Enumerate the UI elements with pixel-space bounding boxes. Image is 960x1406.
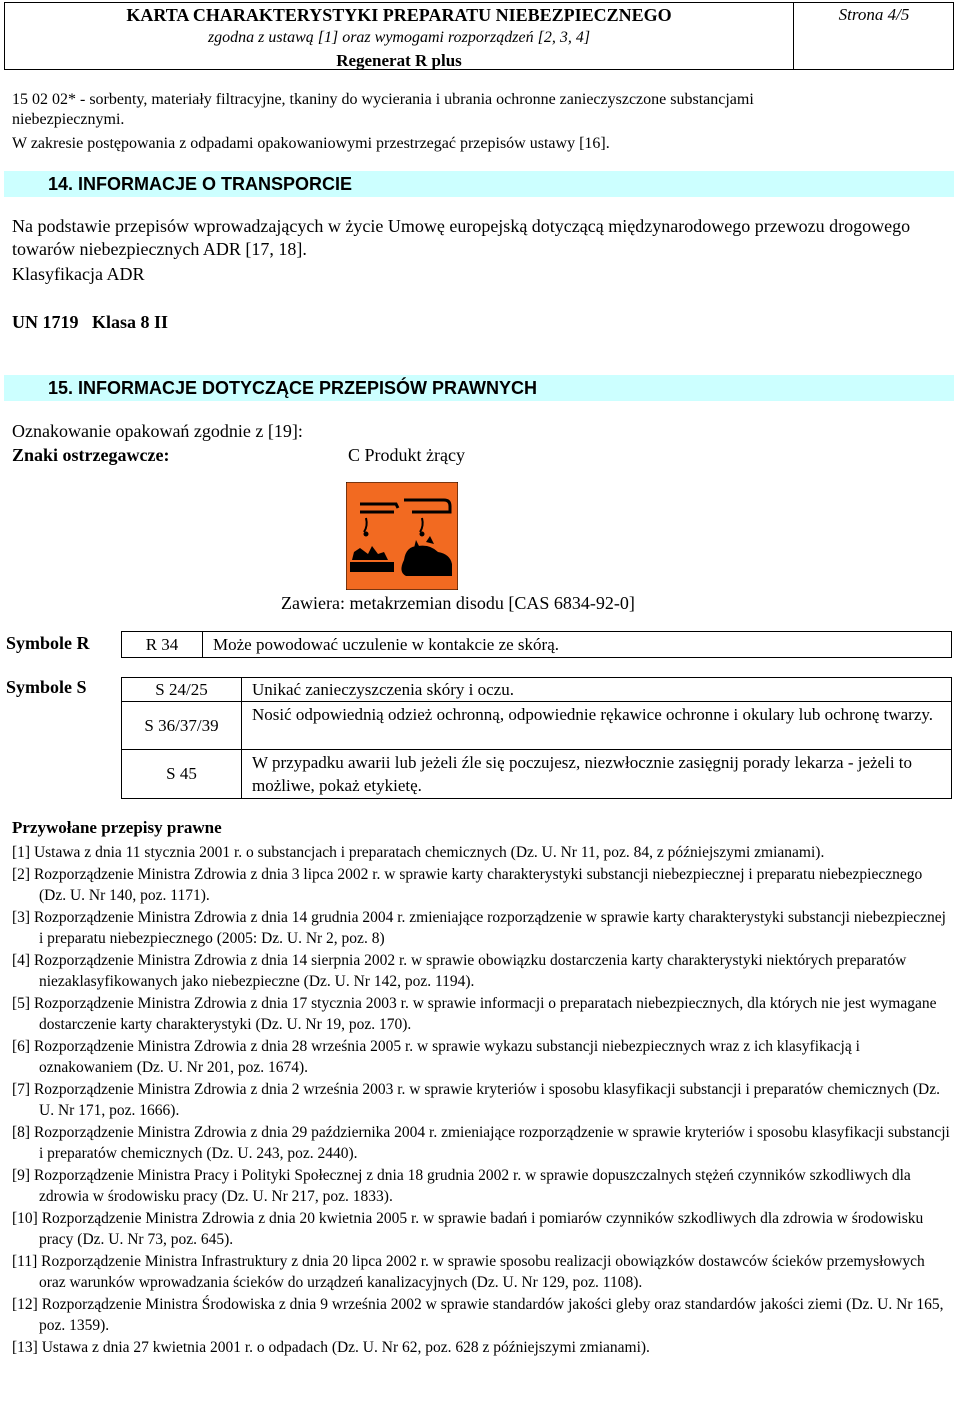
section-14-paragraph: Na podstawie przepisów wprowadzających w życie Umowę europejską dotyczącą międzynarodowego przewozu drogowego towarów niebezpiecznych ADR [17, 18]. (12, 216, 911, 259)
s-phrase-text: Nosić odpowiednią odzież ochronną, odpowiednie rękawice ochronne i okulary lub ochronę twarzy. (241, 701, 952, 750)
reference-item: [11] Rozporządzenie Ministra Infrastruktury z dnia 20 lipca 2002 r. w sprawie sposobu realizacji obowiązków dostawców ścieków przemysłowych oraz warunków wprowadzania ścieków do urządzeń kanalizacyjnych (Dz. U. Nr 129, poz. 1108). (12, 1252, 925, 1291)
document-subtitle: zgodna z ustawą [1] oraz wymogami rozporządzeń [2, 3, 4] (207, 29, 591, 46)
references-list (12, 842, 952, 1358)
contains-text: Zawiera: metakrzemian disodu [CAS 6834-92-0] (281, 593, 635, 613)
waste-line-1: 15 02 02* - sorbenty, materiały filtracyjne, tkaniny do wycierania i ubrania ochronne zanieczyszczone substancjami (12, 91, 754, 108)
references-title: Przywołane przepisy prawne (12, 818, 222, 837)
warning-signs-label: Znaki ostrzegawcze: (12, 445, 170, 465)
s-phrase-code: S 24/25 (121, 677, 242, 702)
reference-item: [5] Rozporządzenie Ministra Zdrowia z dnia 17 stycznia 2003 r. w sprawie informacji o preparatach niebezpiecznych, dla których nie jest wymagane dostarczenie karty charakterystyki (Dz. U. Nr 19, poz. 170). (12, 994, 937, 1033)
product-name: Regenerat R plus (336, 51, 462, 70)
corrosive-hazard-icon (346, 482, 458, 590)
document-title: KARTA CHARAKTERYSTYKI PREPARATU NIEBEZPIECZNEGO (126, 5, 672, 25)
s-phrase-code: S 45 (121, 749, 242, 799)
adr-label: Klasyfikacja ADR (12, 264, 145, 284)
reference-item: [6] Rozporządzenie Ministra Zdrowia z dnia 28 września 2005 r. w sprawie wykazu substancji niebezpiecznych wraz z ich klasyfikacją i oznakowaniem (Dz. U. Nr 201, poz. 1674). (12, 1037, 860, 1076)
s-phrase-code: S 36/37/39 (121, 701, 242, 750)
reference-item: [3] Rozporządzenie Ministra Zdrowia z dnia 14 grudnia 2004 r. zmieniające rozporządzenie w sprawie karty charakterystyki substancji niebezpiecznej i preparatu niebezpiecznego (2005: Dz. U. Nr 2, poz. 8) (12, 908, 946, 947)
s-symbols-label: Symbole S (6, 677, 87, 697)
reference-item: [12] Rozporządzenie Ministra Środowiska z dnia 9 września 2002 w sprawie standardów jakości gleby oraz standardów jakości ziemi (Dz. U. Nr 165, poz. 1359). (12, 1295, 944, 1334)
warning-signs-value: C Produkt żrący (348, 445, 465, 465)
page-number: Strona 4/5 (838, 5, 910, 24)
reference-item: [4] Rozporządzenie Ministra Zdrowia z dnia 14 sierpnia 2002 r. w sprawie obowiązku dostarczenia karty charakterystyki niektórych preparatów niezaklasyfikowanych jako niebezpieczne (Dz. U. Nr 142, poz. 1194). (12, 951, 907, 990)
s-phrases-table (121, 677, 952, 799)
section-15-heading: 15. INFORMACJE DOTYCZĄCE PRZEPISÓW PRAWNYCH (4, 375, 954, 401)
waste-line-3: W zakresie postępowania z odpadami opakowaniowymi przestrzegać przepisów ustawy [16]. (12, 135, 610, 152)
r-phrase-code: R 34 (121, 631, 203, 658)
section-14-heading: 14. INFORMACJE O TRANSPORCIE (4, 171, 954, 197)
document-header (4, 2, 954, 70)
adr-value: UN 1719 Klasa 8 II (12, 312, 169, 332)
reference-item: [13] Ustawa z dnia 27 kwietnia 2001 r. o odpadach (Dz. U. Nr 62, poz. 628 z późniejszymi zmianami). (12, 1338, 650, 1356)
header-title-cell (5, 3, 794, 69)
reference-item: [2] Rozporządzenie Ministra Zdrowia z dnia 3 lipca 2002 r. w sprawie karty charakterystyki substancji niebezpiecznej i preparatu niebezpiecznego (Dz. U. Nr 140, poz. 1171). (12, 865, 923, 904)
reference-item: [10] Rozporządzenie Ministra Zdrowia z dnia 20 kwietnia 2005 r. w sprawie badań i pomiarów czynników szkodliwych dla zdrowia w środowisku pracy (Dz. U. Nr 73, poz. 645). (12, 1209, 924, 1248)
waste-line-2: niebezpiecznymi. (12, 111, 125, 128)
s-phrase-text: W przypadku awarii lub jeżeli źle się poczujesz, niezwłocznie zasięgnij porady lekarza - jeżeli to możliwe, pokaż etykietę. (241, 749, 952, 799)
waste-info (12, 90, 952, 154)
r-phrase-text: Może powodować uczulenie w kontakcie ze skórą. (202, 631, 952, 658)
reference-item: [7] Rozporządzenie Ministra Zdrowia z dnia 2 września 2003 r. w sprawie kryteriów i sposobu klasyfikacji substancji i preparatów chemicznych (Dz. U. Nr 171, poz. 1666). (12, 1080, 940, 1119)
r-symbols-label: Symbole R (6, 633, 90, 653)
labeling-text: Oznakowanie opakowań zgodnie z [19]: (12, 421, 303, 441)
reference-item: [9] Rozporządzenie Ministra Pracy i Polityki Społecznej z dnia 18 grudnia 2002 r. w sprawie dopuszczalnych stężeń czynników szkodliwych dla zdrowia w środowisku pracy (Dz. U. Nr 217, poz. 1833). (12, 1166, 911, 1205)
reference-item: [1] Ustawa z dnia 11 stycznia 2001 r. o substancjach i preparatach chemicznych (Dz. U. Nr 11, poz. 84, z późniejszymi zmianami). (12, 844, 825, 861)
reference-item: [8] Rozporządzenie Ministra Zdrowia z dnia 29 października 2004 r. zmieniające rozporządzenie w sprawie kryteriów i sposobu klasyfikacji substancji i preparatów chemicznych (Dz. U. 243, poz. 2440). (12, 1123, 950, 1162)
s-phrase-text: Unikać zanieczyszczenia skóry i oczu. (241, 677, 952, 702)
